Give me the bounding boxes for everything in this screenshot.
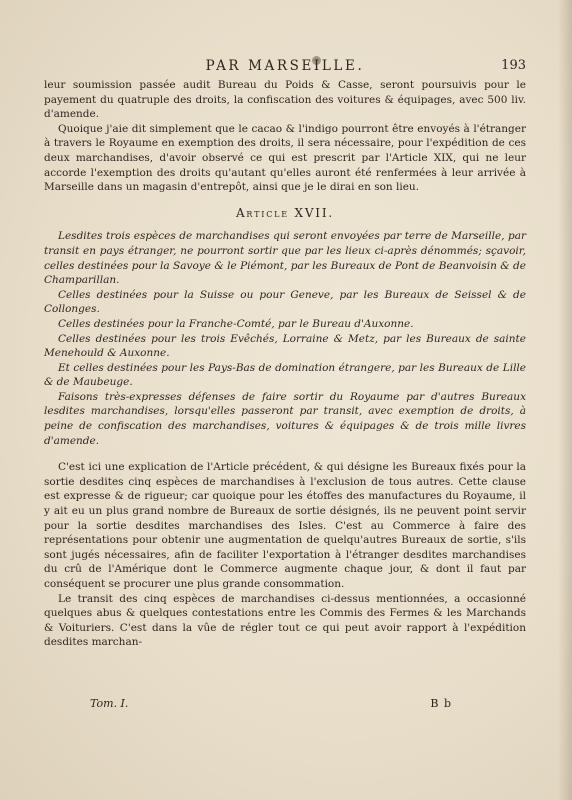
article-paragraph: Celles destinées pour les trois Evêchés, Lorraine & Metz, par les Bureaux de sainte Menehould & Auxonne. — [44, 332, 526, 360]
page-header — [44, 58, 526, 78]
page-body — [44, 78, 526, 650]
article-heading: Article XVII. — [235, 205, 335, 220]
article-paragraph: Celles destinées pour la Suisse ou pour Geneve, par les Bureaux de Seissel & de Collonges. — [44, 288, 526, 316]
article-paragraph: Et celles destinées pour les Pays-Bas de domination étrangere, par les Bureaux de Lille & de Maubeuge. — [44, 361, 526, 389]
article-text — [44, 229, 526, 448]
commentary-paragraph: Le transit des cinq espèces de marchandises ci-dessus mentionnées, a occasionné quelques abus & quelques contestations entre les Commis des Fermes & les Marchands & Voituriers. C'est dans la vûe de régler tout ce qui peut avoir rapport à l'expédition desdites marchan- — [44, 592, 526, 649]
page-number: 193 — [501, 58, 526, 73]
page-edge-shadow — [558, 0, 572, 800]
article-paragraph: Celles destinées pour la Franche-Comté, par le Bureau d'Auxonne. — [58, 317, 414, 330]
running-title: PAR MARSEILLE. — [205, 58, 365, 74]
article-paragraph: Faisons très-expresses défenses de faire sortir du Royaume par d'autres Bureaux lesdites marchandises, lorsqu'elles passeront par transit, avec exemption de droits, à peine de confiscation des marchandises, voitures & équipages & de trois mille livres d'amende. — [44, 390, 526, 447]
volume-mark: Tom. I. — [90, 697, 129, 710]
page-footer — [90, 697, 452, 711]
article-paragraph: Lesdites trois espèces de marchandises qui seront envoyées par terre de Marseille, par transit en pays étranger, ne pourront sortir que par les lieux ci-après dénommés; sçavoir, celles destinées pour la Savoye & le Piémont, par les Bureaux de Pont de Beanvoisin & de Champarillan. — [44, 230, 526, 287]
paragraph-continued: leur soumission passée audit Bureau du Poids & Casse, seront poursuivis pour le payement du quatruple des droits, la confiscation des voitures & équipages, avec 500 liv. d'amende. — [44, 79, 526, 121]
signature-mark: B b — [430, 697, 452, 710]
section-gap — [44, 448, 526, 460]
commentary-paragraph: C'est ici une explication de l'Article précédent, & qui désigne les Bureaux fixés pour la sortie desdites cinq espèces de marchandises à l'exclusion de tous autres. Cette clause est expresse & de rigueur; car quoique pour les étoffes des manufactures du Royaume, il y ait eu un plus grand nombre de Bureaux de sortie désignés, ils ne peuvent point servir pour la sortie desdites marchandises des Isles. C'est au Commerce à faire des représentations pour obtenir une augmentation de quelqu'autres Bureaux de sortie, s'ils sont jugés nécessaires, afin de faciliter l'exportation à l'étranger desdites marchandises du crû de l'Amérique dont le Commerce augmente chaque jour, & dont il faut par conséquent se procurer une plus grande consommation. — [44, 461, 526, 590]
paragraph-cacao-indigo: Quoique j'aie dit simplement que le cacao & l'indigo pourront être envoyés à l'étranger à travers le Royaume en exemption des droits, il sera nécessaire, pour l'expédition de ces deux marchandises, d'avoir observé ce qui est prescrit par l'Article XIX, qui ne leur accorde l'exemption des droits qu'autant qu'elles auront été renfermées à leur arrivée à Marseille dans un magasin d'entrepôt, ainsi que je le dirai en son lieu. — [44, 122, 526, 194]
